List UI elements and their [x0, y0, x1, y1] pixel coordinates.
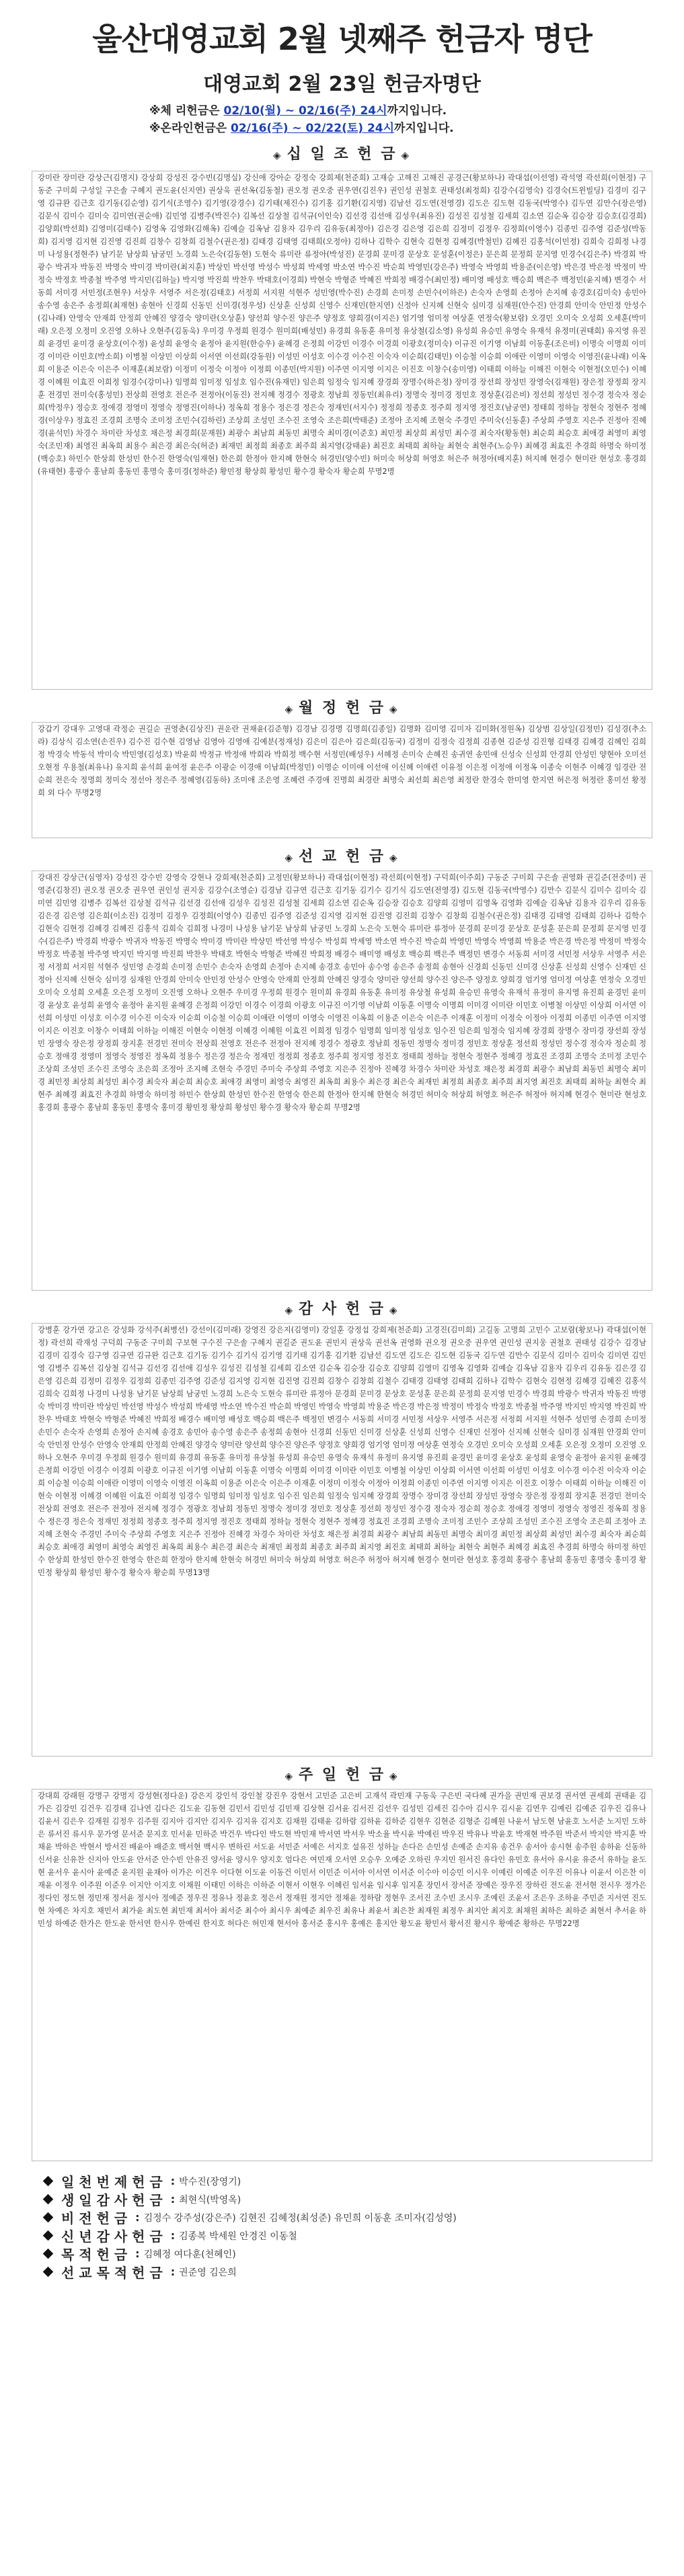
special-offering-row: [40, 2245, 684, 2263]
section-title: 십 일 조 헌 금: [287, 146, 397, 163]
note-prefix: ※체 리헌금은: [149, 104, 224, 118]
thanks-names: 강병훈 강가연 강고은 강성화 강석주(최병선) 강선이(김미래) 강영진 강은지(김영미) 강일훈 강정섭 강희제(천준희) 고경진(김미희) 고길동 고명희 고민수 고보람(황보나) 곽대섭(이현정) 곽선희 곽재성 구덕희 구동준 구미희 구보현 구수진 구은솔 구혜지 권길준 권도윤 권민지 권상욱 권선옥 권영화 권오정 권오중 권우연 권인성 권지웅 권철호 권태성 김강수 김경남 김경미 김경숙 김구영 김규연 김규완 김근호 김기동 김기수 김기식 김기영 김기태 김기홍 김기환 김남선 김도연 김도은 김도현 김동국 김두연 김만수 김문식 김미수 김미숙 김미연 김민영 김병주 김복선 김상철 김석규 김선경 김선애 김성우 김성진 김성철 김세희 김소연 김순옥 김승장 김승호 김양희 김영미 김영옥 김영화 김예슬 김옥남 김용자 김우리 김유동 김은경 김은영 김은희 김정미 김정우 김정희 김종민 김주영 김준성 김지영 김지현 김진영 김진희 김창수 김창희 김철수 김태경 김태영 김태희 김하나 김학수 김현숙 김현정 김혜경 김혜진 김홍석 김희숙 김희정 나경미 나성용 남기문 남상희 남궁민 노경희 노은숙 도현숙 류미란 류정아 문경희 문미경 문상호 문성훈 문은희 문정희 문지영 민경수 박경희 박광수 박귀자 박동진 박명숙 박미경 박미란 박상민 박선영 박성수 박성희 박세영 박소연 박수진 박순희 박영민 박영숙 박영희 박용준 박은경 박은정 박정미 박정숙 박정호 박종철 박주영 박지민 박지영 박진희 박찬우 박태호 박현숙 박형준 박혜진 박희정 배경수 배미영 배성호 백승희 백은주 백정민 변경수 서동희 서미경 서민정 서상우 서영주 서은정 서정희 서지원 석현주 성민영 손경희 손미정 손민수 손숙자 손영희 손정아 손지혜 송경호 송민아 송수영 송은주 송정희 송현아 신경희 신동민 신미경 신상훈 신성희 신영수 신재민 신정아 신지혜 신현숙 심미경 심재원 안경희 안미숙 안민정 안성수 안영숙 안재희 안정희 안혜진 양경숙 양미란 양선희 양수진 양은주 양정호 양희경 엄기영 엄미정 여상훈 연정숙 오경민 오미숙 오성희 오세훈 오은정 오정미 오진영 오하나 오현주 우미경 우정희 원경수 원미희 유경희 유동훈 유미정 유상철 유성희 유승민 유영숙 유재석 유정미 유지영 유진희 윤경민 윤미경 윤상호 윤성희 윤영숙 윤정아 윤지원 윤혜경 은정희 이강민 이경수 이경희 이광호 이규진 이기영 이남희 이동훈 이명숙 이명희 이미경 이미란 이민호 이병철 이상민 이상희 이서연 이선희 이성민 이성호 이수경 이수진 이숙자 이순희 이승철 이승희 이애란 이영미 이영숙 이영진 이옥희 이용준 이은숙 이은주 이재훈 이정미 이정숙 이정아 이정희 이종민 이주연 이지영 이지은 이진호 이창수 이태희 이하늘 이해진 이현숙 이현정 이혜경 이혜원 이효진 이희정 임경수 임명희 임미정 임성호 임수진 임은희 임정숙 임지혜 장경희 장명수 장미경 장선희 장성민 장영숙 장은정 장정희 장지훈 전경민 전미숙 전상희 전영호 전은주 전정아 전지혜 정경수 정광호 정남희 정동민 정명숙 정미경 정민호 정상훈 정선희 정성민 정수경 정숙자 정순희 정승호 정애경 정영미 정영숙 정영진 정옥희 정용수 정은경 정은숙 정재민 정정희 정종호 정주희 정지영 정진호 정태희 정하늘 정현숙 정현주 정혜경 정효진 조경희 조명숙 조미정 조민수 조상희 조성민 조수진 조영숙 조은희 조정아 조지혜 조현숙 주경민 주미숙 주상희 주영호 지은주 진정아 진혜경 차경수 차미란 차성호 채은정 최경희 최광수 최남희 최동민 최명숙 최미경 최민정 최상희 최성민 최수경 최숙자 최순희 최승호 최애경 최영미 최영숙 최영진 최옥희 최용수 최은경 최은숙 최재민 최정희 최종호 최주희 최지영 최진호 최태희 최하늘 최현숙 최현주 최혜경 최효진 추경희 하명숙 하미정 하민수 한상희 한성민 한수진 한영숙 한은희 한정아 한지혜 한현숙 허경민 허미숙 허상희 허영호 허은주 허정아 허지혜 현경수 현미란 현성호 홍경희 홍광수 홍남희 홍동민 홍명숙 홍미경 황민정 황상희 황성민 황수경 황숙자 황순희 무명13명: [38, 1325, 646, 1577]
mission-names-box: [32, 871, 652, 1291]
diamond-icon: ◈: [389, 1770, 400, 1782]
offering-names: 김혜정 여다훈(천혜인): [143, 2249, 236, 2260]
offering-names: 박수진(장영기): [179, 2176, 241, 2187]
section-title: 선 교 헌 금: [299, 848, 385, 865]
diamond-icon: ◈: [284, 1304, 295, 1316]
diamond-icon: ◈: [389, 703, 400, 715]
special-offering-row: [40, 2172, 684, 2190]
online-note: [149, 118, 684, 136]
note-suffix: 까지입니다.: [394, 122, 454, 135]
note-prefix: ※온라인헌금은: [149, 122, 231, 135]
diamond-icon: ◈: [389, 1304, 400, 1316]
monthly-names-box: [32, 722, 652, 838]
section-heading-sunday: [0, 1763, 684, 1783]
offering-label: 일 천 번 제 헌 금: [61, 2174, 163, 2190]
transfer-note: [149, 101, 684, 118]
diamond-bullet-icon: [43, 2249, 54, 2259]
page-title: 울산대영교회 2월 넷째주 헌금자 명단: [92, 21, 592, 57]
diamond-icon: ◈: [401, 149, 411, 161]
section-title: 주 일 헌 금: [299, 1767, 385, 1783]
diamond-icon: ◈: [284, 852, 295, 864]
note-suffix: 까지입니다.: [387, 104, 447, 118]
diamond-icon: ◈: [284, 1770, 295, 1782]
note-period: 02/10(월) ~ 02/16(주) 24시: [223, 104, 387, 118]
diamond-bullet-icon: [43, 2230, 54, 2241]
offering-label: 생 일 감 사 헌 금: [61, 2192, 163, 2208]
offering-label: 비 전 헌 금: [61, 2210, 128, 2226]
special-offering-row: [40, 2208, 684, 2226]
colon-separator: :: [135, 2211, 140, 2224]
sunday-names-box: [32, 1789, 652, 2161]
monthly-names: 강갑기 강대우 고영대 곽정순 권길순 권영춘(김상진) 권운란 권채윤(김준형) 김경남 김경명 김명희(김종일) 김명화 김미영 김미자 김미화(정원옥) 김상범 김상일(김정민) 김성경(추소라) 김상식 김소연(손진우) 김수진 김수현 김영남 김영아 김영애 김예분(정재성) 김은미 김은아 김은희(김동국) 김정미 김정숙 김정희 김종현 김준성 김진형 김태경 김혜경 김혜인 김희정 박경숙 박동석 박미숙 박민영(김성호) 박윤희 박정규 박정애 박희라 박희정 백수현 서정민(배성우) 서혜정 손미숙 손혜진 송귀연 송민애 신성숙 신성희 안경희 안성민 양현아 오미선 오현정 우용철(최유나) 유지희 윤석희 윤여정 윤은주 이광순 이경애 이남희(박정민) 이명순 이미애 이선애 이신혜 이애련 이유정 이은정 이정애 이정옥 이종숙 이현주 이혜경 임경란 전순희 전은숙 정명희 정미숙 정선아 정은주 정혜영(김동하) 조미애 조은영 조혜련 주경애 진명희 최경란 최명숙 최선희 최은영 최정란 한경숙 한미영 한지연 허은정 허정란 홍미선 황정희 외 다수 무명2명: [38, 724, 646, 797]
offering-label: 목 적 헌 금: [61, 2247, 128, 2263]
colon-separator: :: [170, 2265, 176, 2278]
offering-label: 신 년 감 사 헌 금: [61, 2228, 163, 2245]
offering-names: 최현식(박영옥): [179, 2194, 241, 2206]
page-subtitle: 대영교회 2월 23일 헌금자명단: [203, 73, 481, 96]
special-offerings-list: [40, 2172, 684, 2281]
diamond-bullet-icon: [43, 2194, 54, 2205]
section-heading-thanks: [0, 1297, 684, 1318]
diamond-icon: ◈: [284, 703, 295, 715]
thanks-names-box: [32, 1323, 652, 1757]
colon-separator: :: [170, 2193, 176, 2206]
diamond-icon: ◈: [389, 852, 400, 864]
special-offering-row: [40, 2226, 684, 2245]
offering-names: 김종복 박세원 안경진 이동철: [179, 2230, 297, 2242]
diamond-bullet-icon: [43, 2176, 54, 2187]
special-offering-row: [40, 2190, 684, 2208]
colon-separator: :: [170, 2175, 176, 2187]
note-period: 02/16(주) ~ 02/22(토) 24시: [230, 122, 395, 135]
offering-label: 선 교 목 적 헌 금: [61, 2265, 163, 2281]
offering-notes: [0, 101, 684, 136]
mission-names: 강대진 강상근(심영자) 강성진 강수빈 강영숙 강현나 강희제(천준희) 고정민(황보하나) 곽대섭(이현정) 곽선희(이현정) 구덕희(이주희) 구동준 구미희 구은솔 권영화 권길준(전중미) 권영준(김창진) 권오정 권오중 권우연 권인성 권지웅 김강수(조영순) 김경남 김규연 김근호 김기동 김기수 김기식 김도연(전영경) 김도현 김동국(박영수) 김만수 김문식 김미수 김미숙 김미연 김민영 김병주 김복선 김상철 김석규 김선경 김선애 김성우 김성진 김성철 김세희 김소연 김순옥 김승장 김승호 김양희 김영미 김영옥 김영화 김예슬 김옥남 김용자 김우리 김유동 김은경 김은영 김은희(이소진) 김정미 김정우 김정희(이영수) 김종민 김주영 김준성 김지영 김지현 김진영 김진희 김창수 김창희 김철수(권은정) 김태경 김태영 김태희 김하나 김학수 김현숙 김현정 김혜경 김혜진 김홍석 김희숙 김희정 나경미 나성용 남기문 남상희 남궁민 노경희 노은숙 도현숙 류미란 류정아 문경희 문미경 문상호 문성훈 문은희 문정희 문지영 민경수(김은주) 박경희 박광수 박귀자 박동진 박명숙 박미경 박미란 박상민 박선영 박성수 박성희 박세영 박소연 박수진 박순희 박영민 박영숙 박영희 박용준 박은경 박은정 박정미 박정숙 박정호 박종철 박주영 박지민 박지영 박진희 박찬우 박태호 박현숙 박형준 박혜진 박희정 배경수 배미영 배성호 백승희 백은주 백정민 변경수 서동희 서미경 서민정 서상우 서영주 서은정 서정희 서지원 석현주 성민영 손경희 손미정 손민수 손숙자 손영희 손정아 손지혜 송경호 송민아 송수영 송은주 송정희 송현아 신경희 신동민 신미경 신상훈 신성희 신영수 신재민 신정아 신지혜 신현숙 심미경 심재원 안경희 안미숙 안민정 안성수 안영숙 안재희 안정희 안혜진 양경숙 양미란 양선희 양수진 양은주 양정호 양희경 엄기영 엄미정 여상훈 연정숙 오경민 오미숙 오성희 오세훈 오은정 오정미 오진영 오하나 오현주 우미경 우정희 원경수 원미희 유경희 유동훈 유미정 유상철 유성희 유승민 유영숙 유재석 유정미 유지영 유진희 윤경민 윤미경 윤상호 윤성희 윤영숙 윤정아 윤지원 윤혜경 은정희 이강민 이경수 이경희 이광호 이규진 이기영 이남희 이동훈 이명숙 이명희 이미경 이미란 이민호 이병철 이상민 이상희 이서연 이선희 이성민 이성호 이수경 이수진 이숙자 이순희 이승철 이승희 이애란 이영미 이영숙 이영진 이옥희 이용준 이은숙 이은주 이재훈 이정미 이정숙 이정아 이정희 이종민 이주연 이지영 이지은 이진호 이창수 이태희 이하늘 이해진 이현숙 이현정 이혜경 이혜원 이효진 이희정 임경수 임명희 임미정 임성호 임수진 임은희 임정숙 임지혜 장경희 장명수 장미경 장선희 장성민 장영숙 장은정 장정희 장지훈 전경민 전미숙 전상희 전영호 전은주 전정아 전지혜 정경수 정광호 정남희 정동민 정명숙 정미경 정민호 정상훈 정선희 정성민 정수경 정숙자 정순희 정승호 정애경 정영미 정영숙 정영진 정옥희 정용수 정은경 정은숙 정재민 정정희 정종호 정주희 정지영 정진호 정태희 정하늘 정현숙 정현주 정혜경 정효진 조경희 조명숙 조미정 조민수 조상희 조성민 조수진 조영숙 조은희 조정아 조지혜 조현숙 주경민 주미숙 주상희 주영호 지은주 진정아 진혜경 차경수 차미란 차성호 채은정 최경희 최광수 최남희 최동민 최명숙 최미경 최민정 최상희 최성민 최수경 최숙자 최순희 최승호 최애경 최영미 최영숙 최영진 최옥희 최용수 최은경 최은숙 최재민 최정희 최종호 최주희 최지영 최진호 최태희 최하늘 최현숙 최현주 최혜경 최효진 추경희 하명숙 하미정 하민수 한상희 한성민 한수진 한영숙 한은희 한정아 한지혜 한현숙 허경민 허미숙 허상희 허영호 허은주 허정아 허지혜 현경수 현미란 현성호 홍경희 홍광수 홍남희 홍동민 홍명숙 홍미경 황민정 황상희 황성민 황수경 황숙자 황순희 무명2명: [38, 873, 646, 1112]
section-title: 월 정 헌 금: [299, 700, 385, 717]
section-title: 감 사 헌 금: [299, 1301, 385, 1318]
section-heading-mission: [0, 845, 684, 865]
colon-separator: :: [170, 2229, 176, 2242]
special-offering-row: [40, 2263, 684, 2281]
colon-separator: :: [135, 2247, 140, 2260]
offering-names: 김정수 강주성(강은주) 김현진 김혜정(최성준) 유민희 이동훈 조미자(김성영): [143, 2212, 457, 2224]
section-heading-tithe: [0, 143, 684, 163]
section-heading-monthly: [0, 696, 684, 717]
tithe-names: 강미란 장미란 강상근(김명지) 강상희 강성진 강수빈(김명실) 강신애 강아순 강정숙 강희제(천준희) 고재승 고해진 고해진 공경근(황보하나) 곽대섭(이선영) 곽석영 곽선희(이현정) 구동준 구미희 구성일 구은솔 구혜지 권도윤(신지연) 권상욱 권선옥(김동철) 권오정 권오중 권우연(김진우) 권인성 권철호 권태성(최정희) 김강수(김영숙) 김경숙(트윈빌딩) 김경미 김구영 김규완 김근호 김기동(김순영) 김기식(조영수) 김기영(강경수) 김기태(제진수) 김기홍 김기환(김지영) 김남선 김도연(전영경) 김도은 김도현 김동국(박영수) 김두연 김만수(장은영) 김문식 김미수 김미숙 김미연(권순애) 김민영 김병주(박진수) 김복선 김상철 김석규(이인숙) 김선경 김선애 김성우(최유진) 김성진 김성철 김세희 김소연 김순옥 김승장 김승호(김경희) 김양희(박선희) 김영미(김태수) 김영옥 김영화(김해옥) 김예슬 김옥남 김용자 김우리 김유동(최정아) 김은경 김은영 김은희 김정미 김정우 김정희(이영수) 김종민 김주영 김준성(박동희) 김지영 김지현 김진영 김진희 김창수 김창희 김철수(권은정) 김태경 김태영 김태희(오정아) 김하나 김학수 김현숙 김현정 김혜경(박철민) 김혜진 김홍석(이민정) 김희숙 김희정 나경미 나성용(정현주) 남기문 남상희 남궁민 노경희 노은숙(김동현) 도현숙 류미란 류정아(박성진) 문경희 문미경 문상호 문성훈(이정은) 문은희 문정희 문지영 민경수(김은주) 박경희 박광수 박귀자 박동진 박명숙 박미경 박미란(최지훈) 박상민 박선영 박성수 박성희 박세영 박소연 박수진 박순희 박영민(강은주) 박영숙 박영희 박용준(이은영) 박은경 박은정 박정미 박정숙 박정호 박종철 박주영 박지민(김하늘) 박지영 박진희 박찬우 박태호(이경희) 박현숙 박형준 박혜진 박희정 배경수(최민정) 배미영 배성호 백승희 백은주 백정민(윤지혜) 변경수 서동희 서미경 서민정(조현우) 서상우 서영주 서은정(김태호) 서정희 서지원 석현주 성민영(박수진) 손경희 손미정 손민수(이하은) 손숙자 손영희 손정아 손지혜 송경호(김미숙) 송민아 송수영 송은주 송정희(최재현) 송현아 신경희 신동민 신미경(정우성) 신상훈 신성희 신영수 신재민(한지연) 신정아 신지혜 신현숙 심미경 심재원(안수진) 안경희 안미숙 안민정 안성수(김나래) 안영숙 안재희 안정희 안혜진 양경숙 양미란(오상훈) 양선희 양수진 양은주 양정호 양희경(이지은) 엄기영 엄미정 여상훈 연정숙(황보람) 오경민 오미숙 오성희 오세훈(박미래) 오은정 오정미 오진영 오하나 오현주(김동욱) 우미경 우정희 원경수 원미희(배성민) 유경희 유동훈 유미정 유상철(김소영) 유성희 유승민 유영숙 유재석 유정미(권태희) 유지영 유진희 윤경민 윤미경 윤상호(이수정) 윤성희 윤영숙 윤정아 윤지원(한승우) 윤혜경 은정희 이강민 이경수 이경희 이광호(정미숙) 이규진 이기영 이남희 이동훈(조은비) 이명숙 이명희 이미경 이미란 이민호(박소희) 이병철 이상민 이상희 이서연 이선희(강동원) 이성민 이성호 이수경 이수진 이숙자 이순희(김태민) 이승철 이승희 이애란 이영미 이영숙 이영진(윤나래) 이옥희 이용준 이은숙 이은주 이재훈(최보람) 이정미 이정숙 이정아 이정희 이종민(박지원) 이주연 이지영 이지은 이진호 이창수(송미영) 이태희 이하늘 이해진 이현숙 이현정(오민수) 이혜경 이혜원 이효진 이희정 임경수(강미나) 임명희 임미정 임성호 임수진(유재민) 임은희 임정숙 임지혜 장경희 장명수(하은정) 장미경 장선희 장성민 장영숙(김재원) 장은정 장정희 장지훈 전경민 전미숙(홍성민) 전상희 전영호 전은주 전정아(이동진) 전지혜 정경수 정광호 정남희 정동민(최유리) 정명숙 정미경 정민호 정상훈(김은비) 정선희 정성민 정수경 정숙자 정순희(박정우) 정승호 정애경 정영미 정영숙 정영진(이하나) 정옥희 정용수 정은경 정은숙 정재민(서지수) 정정희 정종호 정주희 정지영 정진호(남궁연) 정태희 정하늘 정현숙 정현주 정혜경(이상우) 정효진 조경희 조명숙 조미정 조민수(김하린) 조상희 조성민 조수진 조영숙 조은희(박태준) 조정아 조지혜 조현숙 주경민 주미숙(신동훈) 주상희 주영호 지은주 진정아 진혜경(윤석민) 차경수 차미란 차성호 채은정 최경희(문재원) 최광수 최남희 최동민 최명숙 최미경(이준호) 최민정 최상희 최성민 최수경 최숙자(황동현) 최순희 최승호 최애경 최영미 최영숙(조민재) 최영진 최옥희 최용수 최은경 최은숙(허준) 최재민 최정희 최종호 최주희 최지영(강태윤) 최진호 최태희 최하늘 최현숙 최현주(노승우) 최혜경 최효진 추경희 하명숙 하미정(백승호) 하민수 한상희 한성민 한수진 한영숙(임재현) 한은희 한정아 한지혜 한현숙 허경민(양수빈) 허미숙 허상희 허영호 허은주 허정아(배지훈) 허지혜 현경수 현미란 현성호 홍경희(유태현) 홍광수 홍남희 홍동민 홍명숙 홍미경(정하준) 황민정 황상희 황성민 황수경 황숙자 황순희 무명2명: [38, 173, 646, 476]
diamond-bullet-icon: [43, 2267, 54, 2278]
diamond-bullet-icon: [43, 2212, 54, 2223]
diamond-icon: ◈: [273, 149, 283, 161]
offering-names: 권준영 김은희: [179, 2267, 237, 2278]
tithe-names-box: [32, 171, 652, 690]
sunday-names: 강대희 강래원 강명구 강명지 강성현(정다운) 강은지 강인석 강인철 강진우 강현서 고민준 고은비 고재석 곽민재 구동욱 구은빈 국다혜 권가을 권민재 권보경 권서연 권세희 권태윤 김가은 김강민 김건우 김경태 김나연 김다은 김도윤 김동현 김민서 김민성 김민재 김상현 김서윤 김서진 김선우 김성민 김세진 김수아 김시우 김시윤 김연우 김예린 김예준 김우진 김유나 김윤서 김은우 김재원 김정우 김주원 김지아 김지안 김지우 김지유 김지호 김채원 김태윤 김하람 김하윤 김하준 김현우 김현준 김형준 김혜원 나윤서 남도현 남윤호 노서준 노지민 도하은 류서진 류시우 문가영 문서준 문지호 민서윤 민하준 박건우 박다인 박도현 박민재 박서연 박서우 박소율 박시윤 박예린 박우진 박유나 박윤호 박재현 박주원 박준서 박지안 박지훈 박채윤 박하은 박현서 방서진 배윤아 배준호 백서현 백시우 변하린 서도윤 서민준 서예은 서지호 설유진 성하늘 손다은 손민성 손예준 손지유 송건우 송서아 송시현 송주원 송하윤 신동하 신서윤 신유찬 신지아 안도윤 안서준 안수빈 안유진 양서윤 양시우 양지호 엄다은 여민재 오서연 오승우 오예준 오하린 우지민 원서진 유다인 유민호 유서아 유시윤 유준서 유하늘 윤도현 윤서우 윤시아 윤예준 윤지원 윤채아 이가은 이건우 이다현 이도윤 이동건 이민서 이민준 이서아 이서연 이서준 이수아 이승민 이시우 이예린 이예준 이우진 이유나 이윤서 이은찬 이재윤 이정우 이주원 이준우 이지안 이지호 이채원 이태민 이하은 이하준 이현서 이현우 이혜린 임서윤 임시후 임지훈 장민서 장서준 장예은 장우진 장하린 전도윤 전서현 전시우 정가은 정다인 정도현 정민재 정서윤 정시아 정예준 정우진 정유나 정윤호 정은서 정재원 정지안 정채윤 정하람 정현우 조서진 조수빈 조시우 조예린 조윤서 조은우 조하윤 주민준 지서연 진도현 차예은 차지호 채민서 최가윤 최도현 최민재 최서아 최서준 최수아 최시우 최예준 최우진 최유나 최윤서 최은찬 최재원 최정우 최지안 최지호 최채원 최하은 최하준 최현서 추서윤 하민성 하예준 한가은 한도윤 한서연 한시우 한예린 한지호 허다은 허민재 현서아 홍서준 홍시우 홍예은 홍지안 황도윤 황민서 황서진 황시우 황예준 황하은 무명22명: [38, 1791, 646, 1928]
